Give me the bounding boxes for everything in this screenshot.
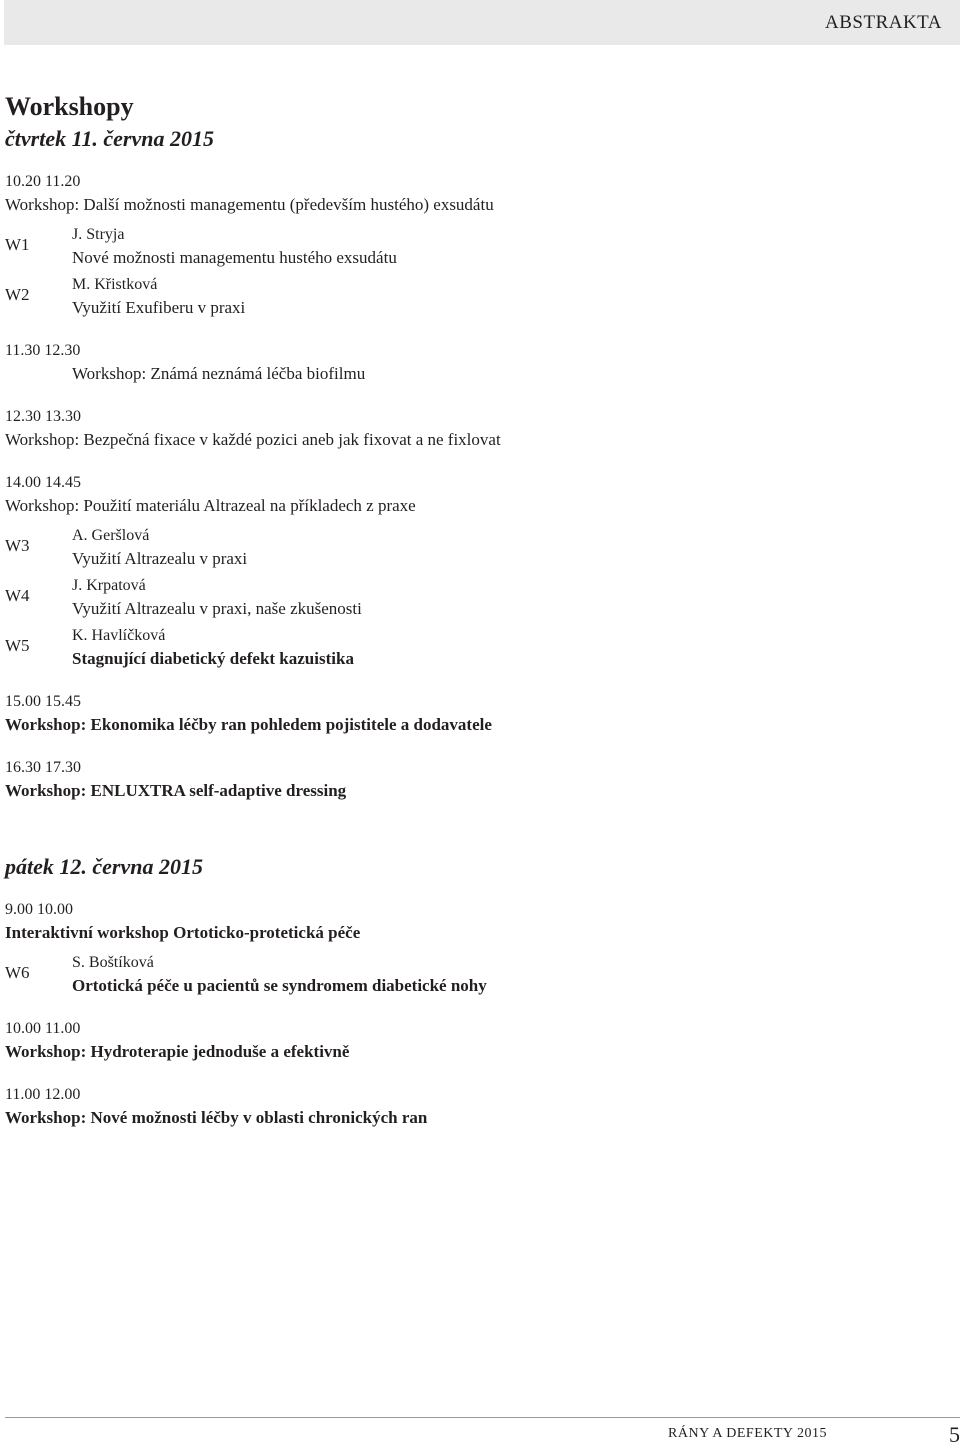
talk-title: Využití Altrazealu v praxi bbox=[72, 549, 248, 568]
talk-item bbox=[5, 223, 945, 270]
workshop-title: Interaktivní workshop Ortoticko-protetická péče bbox=[5, 923, 361, 942]
program-content bbox=[5, 91, 945, 1130]
talk-item bbox=[5, 951, 945, 998]
workshop-slot bbox=[5, 1084, 945, 1130]
workshop-title: Workshop: Použití materiálu Altrazeal na příkladech z praxe bbox=[5, 496, 416, 515]
page-number: 5 bbox=[949, 1422, 960, 1447]
talk-speaker: J. Stryja bbox=[72, 226, 125, 243]
slot-time: 15.00 15.45 bbox=[5, 693, 81, 710]
page-title: Workshopy bbox=[5, 92, 134, 121]
workshop-slot bbox=[5, 899, 945, 998]
workshop-slot bbox=[5, 340, 945, 386]
day-heading-friday: pátek 12. června 2015 bbox=[5, 854, 203, 879]
workshop-slot bbox=[5, 757, 945, 803]
workshop-title: Workshop: Další možnosti managementu (především hustého) exsudátu bbox=[5, 195, 494, 214]
workshop-slot bbox=[5, 691, 945, 737]
talk-code: W2 bbox=[5, 285, 30, 304]
talk-speaker: S. Boštíková bbox=[72, 954, 154, 971]
slot-time: 11.00 12.00 bbox=[5, 1086, 81, 1103]
header-band bbox=[4, 0, 960, 45]
slot-time: 10.00 11.00 bbox=[5, 1020, 81, 1037]
talk-item bbox=[5, 524, 945, 571]
talk-title: Využití Altrazealu v praxi, naše zkušenosti bbox=[72, 599, 362, 618]
slot-time: 16.30 17.30 bbox=[5, 759, 81, 776]
section-label: ABSTRAKTA bbox=[825, 12, 942, 33]
talk-list bbox=[5, 951, 945, 998]
slot-time: 14.00 14.45 bbox=[5, 474, 81, 491]
talk-list bbox=[5, 524, 945, 671]
talk-list bbox=[5, 223, 945, 320]
workshop-title: Workshop: Nové možnosti léčby v oblasti chronických ran bbox=[5, 1108, 428, 1127]
talk-title: Ortotická péče u pacientů se syndromem diabetické nohy bbox=[72, 976, 487, 995]
talk-title: Stagnující diabetický defekt kazuistika bbox=[72, 649, 354, 668]
talk-speaker: K. Havlíčková bbox=[72, 627, 166, 644]
day-heading-thursday: čtvrtek 11. června 2015 bbox=[5, 126, 214, 151]
talk-speaker: M. Křistková bbox=[72, 276, 158, 293]
talk-code: W5 bbox=[5, 636, 30, 655]
slot-time: 10.20 11.20 bbox=[5, 173, 81, 190]
talk-code: W6 bbox=[5, 963, 30, 982]
talk-code: W3 bbox=[5, 536, 30, 555]
talk-item bbox=[5, 273, 945, 320]
talk-speaker: A. Geršlová bbox=[72, 527, 150, 544]
talk-title: Nové možnosti managementu hustého exsudátu bbox=[72, 248, 397, 267]
footer-divider bbox=[5, 1417, 960, 1418]
workshop-slot bbox=[5, 1018, 945, 1064]
workshop-title: Workshop: Známá neznámá léčba biofilmu bbox=[72, 364, 366, 383]
workshop-title: Workshop: Ekonomika léčby ran pohledem pojistitele a dodavatele bbox=[5, 715, 492, 734]
workshop-title: Workshop: Bezpečná fixace v každé pozici aneb jak fixovat a ne fixlovat bbox=[5, 430, 501, 449]
talk-code: W1 bbox=[5, 235, 30, 254]
talk-code: W4 bbox=[5, 586, 30, 605]
workshop-title: Workshop: ENLUXTRA self-adaptive dressing bbox=[5, 781, 347, 800]
journal-name: RÁNY A DEFEKTY 2015 bbox=[668, 1426, 827, 1441]
workshop-title: Workshop: Hydroterapie jednoduše a efektivně bbox=[5, 1042, 350, 1061]
talk-speaker: J. Krpatová bbox=[72, 577, 146, 594]
slot-time: 9.00 10.00 bbox=[5, 901, 73, 918]
talk-item bbox=[5, 574, 945, 621]
slot-time: 12.30 13.30 bbox=[5, 408, 81, 425]
talk-title: Využití Exufiberu v praxi bbox=[72, 298, 246, 317]
workshop-slot bbox=[5, 472, 945, 671]
slot-time: 11.30 12.30 bbox=[5, 342, 81, 359]
workshop-slot bbox=[5, 171, 945, 320]
talk-item bbox=[5, 624, 945, 671]
workshop-slot bbox=[5, 406, 945, 452]
